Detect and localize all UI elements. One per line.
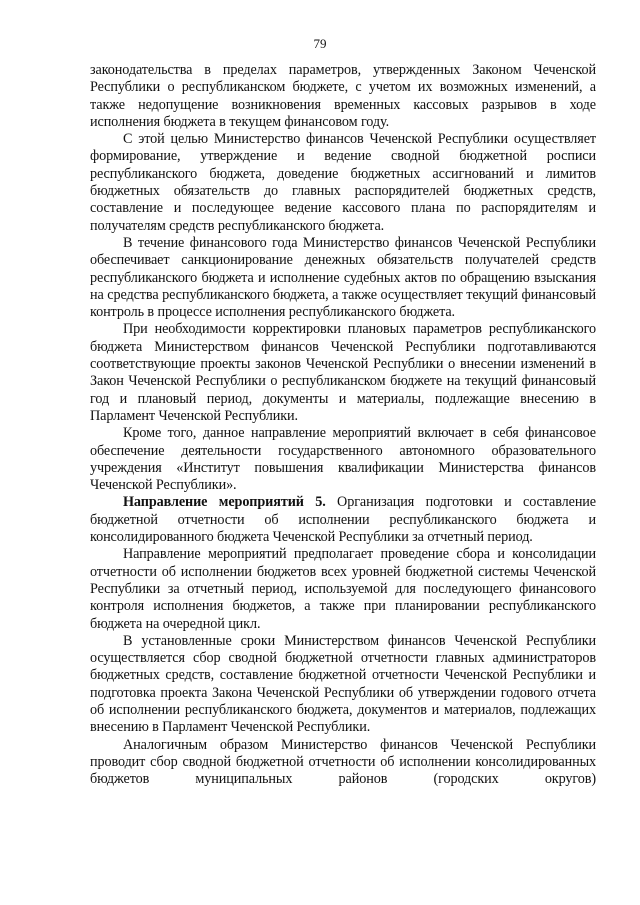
- section-heading-text: Организация подготовки и составление бюджетной отчетности об исполнении республиканского бюджета и консолидированного бюджета Чеченской Республики за отчетный период.: [90, 494, 596, 546]
- page-number: 79: [313, 36, 327, 51]
- paragraph-7: Направление мероприятий предполагает проведение сбора и консолидации отчетности об исполнении бюджетов всех уровней бюджетной системы Чеченской Республики за отчетный период, используемой для последующего финансового контроля исполнения бюджетов, а также при планировании республиканского бюджета на очередной цикл.: [90, 546, 596, 632]
- paragraph-1: законодательства в пределах параметров, утвержденных Законом Чеченской Республики о республиканском бюджете, с учетом их возможных изменений, а также недопущение возникновения временных кассовых разрывов в ходе исполнения бюджета в текущем финансовом году.: [90, 62, 596, 130]
- document-body: [90, 62, 596, 788]
- paragraph-9: Аналогичным образом Министерство финансов Чеченской Республики проводит сбор сводной бюджетной отчетности об исполнении консолидированных бюджетов муниципальных районов (городских округов): [90, 736, 596, 788]
- paragraph-2: С этой целью Министерство финансов Чеченской Республики осуществляет формирование, утверждение и ведение сводной бюджетной росписи республиканского бюджета, доведение бюджетных ассигнований и лимитов бюджетных обязательств до главных распорядителей бюджетных средств, составление и последующее ведение кассового плана по распорядителям и получателям средств республиканского бюджета.: [90, 131, 596, 234]
- paragraph-6: [90, 494, 596, 546]
- paragraph-4: При необходимости корректировки плановых параметров республиканского бюджета Министерством финансов Чеченской Республики подготавливаются соответствующие проекты законов Чеченской Республики о внесении изменений в Закон Чеченской Республики о республиканском бюджете на текущий финансовый год и плановый период, документы и материалы, подлежащие внесению в Парламент Чеченской Республики.: [90, 321, 596, 424]
- paragraph-3: В течение финансового года Министерство финансов Чеченской Республики обеспечивает санкционирование денежных обязательств получателей средств республиканского бюджета и исполнение судебных актов по обращению взыскания на средства республиканского бюджета, а также осуществляет текущий финансовый контроль в процессе исполнения республиканского бюджета.: [90, 234, 596, 321]
- paragraph-5: Кроме того, данное направление мероприятий включает в себя финансовое обеспечение деятельности государственного автономного образовательного учреждения «Институт повышения квалификации Министерства финансов Чеченской Республики».: [90, 425, 596, 494]
- section-heading: Направление мероприятий 5.: [123, 494, 326, 511]
- paragraph-8: В установленные сроки Министерством финансов Чеченской Республики осуществляется сбор сводной бюджетной отчетности главных администраторов бюджетных средств, составление бюджетной отчетности Чеченской Республики и подготовка проекта Закона Чеченской Республики об утверждении годового отчета об исполнении республиканского бюджета, документов и материалов, подлежащих внесению в Парламент Чеченской Республики.: [90, 632, 596, 736]
